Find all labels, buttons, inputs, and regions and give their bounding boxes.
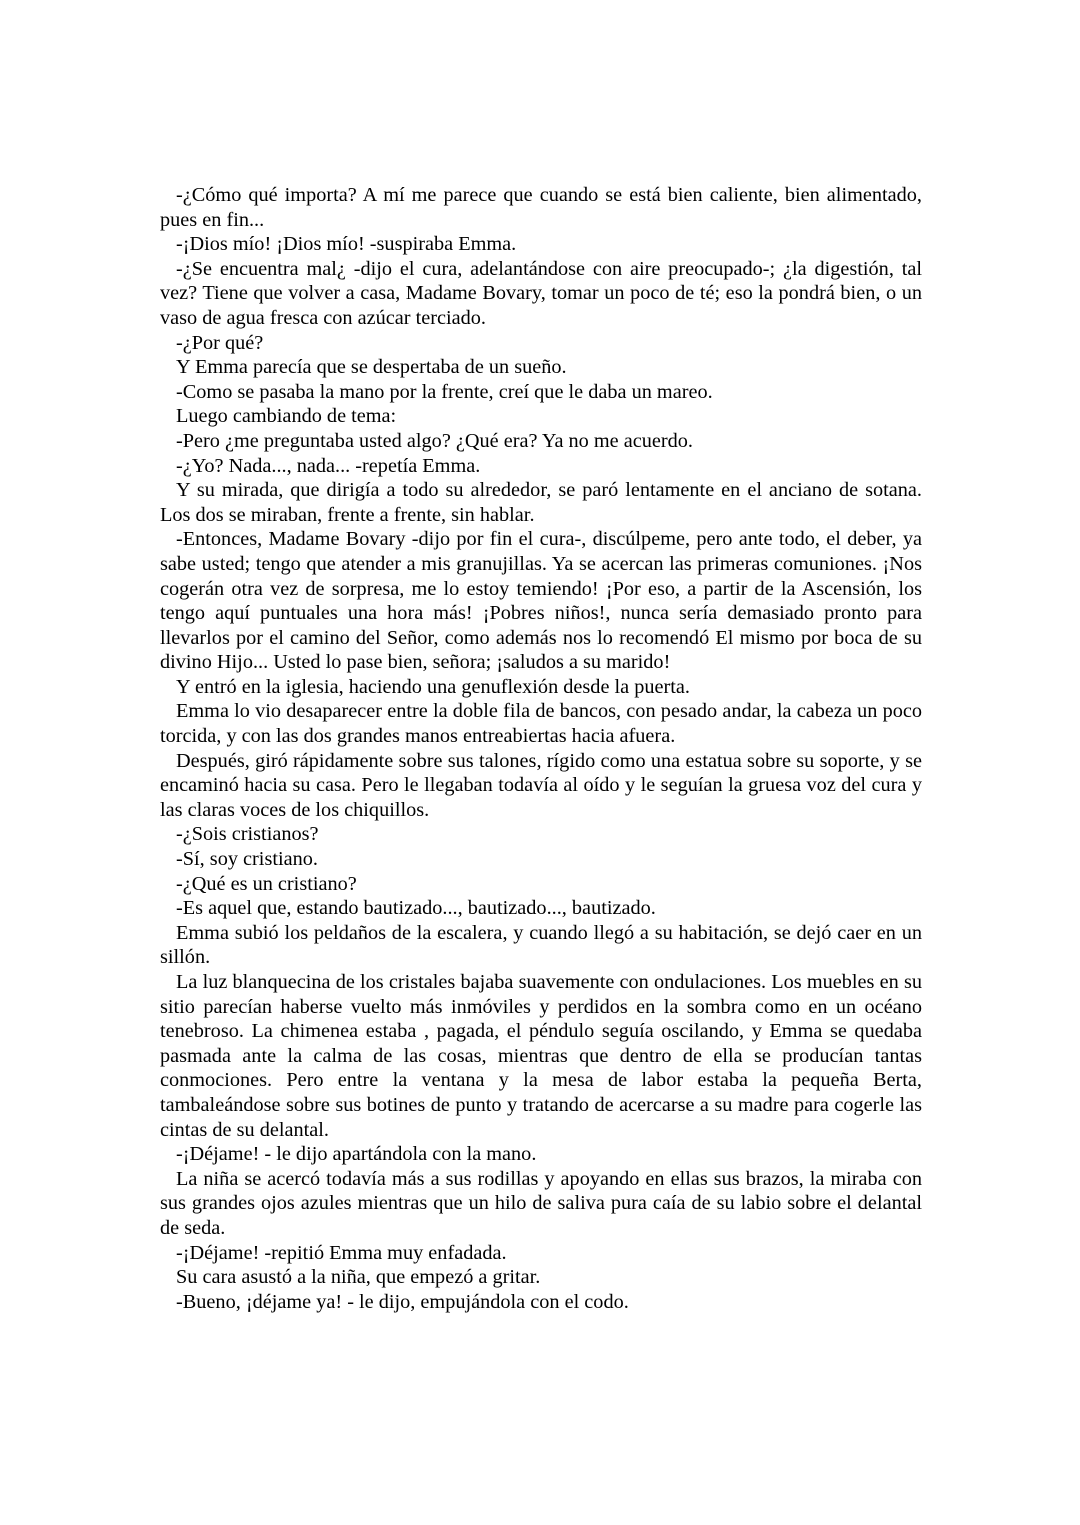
paragraph: Después, giró rápidamente sobre sus talones, rígido como una estatua sobre su soporte, y se encaminó hacia su casa. Pero le llegaban todavía al oído y le seguían la gruesa voz del cura y las claras voces de los chiquillos.: [160, 749, 922, 821]
paragraph: -¡Déjame! - le dijo apartándola con la mano.: [176, 1143, 537, 1166]
paragraph: -¡Déjame! -repitió Emma muy enfadada.: [176, 1241, 507, 1264]
paragraph: Y entró en la iglesia, haciendo una genuflexión desde la puerta.: [176, 675, 690, 698]
paragraph: -¿Por qué?: [176, 331, 264, 354]
paragraph: La niña se acercó todavía más a sus rodillas y apoyando en ellas sus brazos, la miraba con sus grandes ojos azules mientras que un hilo de saliva pura caía de su labio sobre el delantal de seda.: [160, 1167, 922, 1239]
paragraph: Luego cambiando de tema:: [176, 405, 397, 428]
paragraph: -Entonces, Madame Bovary -dijo por fin el cura-, discúlpeme, pero ante todo, el deber, ya sabe usted; tengo que atender a mis granujillas. Ya se acercan las primeras comuniones. ¡Nos cogerán otra vez de sorpresa, me lo estoy temiendo! ¡Por eso, a partir de la Ascensión, los tengo aquí puntuales una hora más! ¡Pobres niños!, nunca sería demasiado pronto para llevarlos por el camino del Señor, como además nos lo recomendó El mismo por boca de su divino Hijo... Usted lo pase bien, señora; ¡saludos a su marido!: [160, 528, 922, 674]
paragraph: La luz blanquecina de los cristales bajaba suavemente con ondulaciones. Los muebles en su sitio parecían haberse vuelto más inmóviles y perdidos en la sombra como en un océano tenebroso. La chimenea estaba , pagada, el péndulo seguía oscilando, y Emma se quedaba pasmada ante la calma de las cosas, mientras que dentro de ella se producían tantas conmociones. Pero entre la ventana y la mesa de labor estaba la pequeña Berta, tambaleándose sobre sus botines de punto y tratando de acercarse a su madre para cogerle las cintas de su delantal.: [160, 971, 922, 1141]
paragraph: -¡Dios mío! ¡Dios mío! -suspiraba Emma.: [176, 233, 517, 256]
paragraph: -¿Sois cristianos?: [176, 823, 319, 846]
paragraph: Emma lo vio desaparecer entre la doble fila de bancos, con pesado andar, la cabeza un poco torcida, y con las dos grandes manos entreabiertas hacia afuera.: [160, 700, 922, 748]
paragraph: -¿Qué es un cristiano?: [176, 872, 357, 895]
paragraph: -Es aquel que, estando bautizado..., bautizado..., bautizado.: [176, 897, 656, 920]
paragraph: Su cara asustó a la niña, que empezó a gritar.: [176, 1266, 541, 1289]
paragraph: -¿Se encuentra mal¿ -dijo el cura, adelantándose con aire preocupado-; ¿la digestión, tal vez? Tiene que volver a casa, Madame Bovary, tomar un poco de té; eso la pondrá bien, o un vaso de agua fresca con azúcar terciado.: [160, 257, 922, 329]
paragraph: Emma subió los peldaños de la escalera, y cuando llegó a su habitación, se dejó caer en un sillón.: [160, 921, 922, 969]
paragraph: -Bueno, ¡déjame ya! - le dijo, empujándola con el codo.: [176, 1290, 629, 1313]
paragraph: -Como se pasaba la mano por la frente, creí que le daba un mareo.: [176, 380, 713, 403]
body-text-column: [160, 183, 922, 1314]
paragraph: -¿Yo? Nada..., nada... -repetía Emma.: [176, 454, 481, 477]
paragraph: Y su mirada, que dirigía a todo su alrededor, se paró lentamente en el anciano de sotana. Los dos se miraban, frente a frente, sin hablar.: [160, 479, 922, 526]
paragraph: Y Emma parecía que se despertaba de un sueño.: [176, 356, 567, 379]
paragraph: -Pero ¿me preguntaba usted algo? ¿Qué era? Ya no me acuerdo.: [176, 429, 693, 452]
paragraph: -¿Cómo qué importa? A mí me parece que cuando se está bien caliente, bien alimentado, pues en fin...: [160, 184, 922, 231]
paragraph: -Sí, soy cristiano.: [176, 848, 318, 871]
